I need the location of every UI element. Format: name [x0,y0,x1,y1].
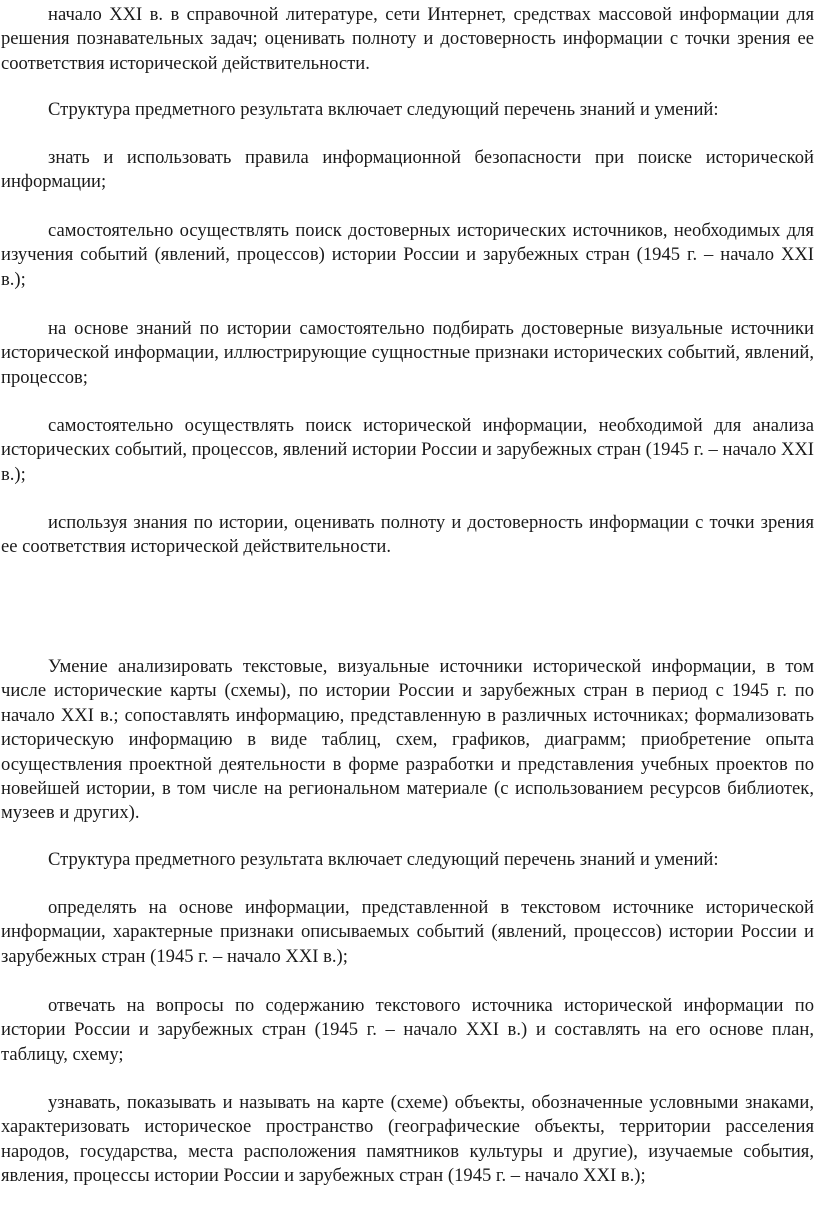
paragraph-structure-intro: Структура предметного результата включает следующий перечень знаний и умений: [48,849,719,870]
paragraph-list-item: знать и использовать правила информационной безопасности при поиске исторической информации; [1,147,814,193]
paragraph-list-item: отвечать на вопросы по содержанию текстового источника исторической информации по истории России и зарубежных стран (1945 г. – начало XXI в.) и составлять на его основе план, таблицу, схему; [1,995,814,1065]
paragraph-list-item: определять на основе информации, представленной в текстовом источнике исторической информации, характерные признаки описываемых событий (явлений, процессов) истории России и зарубежных стран (1945 г. – начало XXI в.); [1,897,814,967]
paragraph-list-item: самостоятельно осуществлять поиск исторической информации, необходимой для анализа исторических событий, процессов, явлений истории России и зарубежных стран (1945 г. – начало XXI в.); [1,415,814,485]
paragraph-structure-intro: Структура предметного результата включает следующий перечень знаний и умений: [48,99,719,120]
paragraph-list-item: на основе знаний по истории самостоятельно подбирать достоверные визуальные источники исторической информации, иллюстрирующие сущностные признаки исторических событий, явлений, процессов; [1,318,814,388]
paragraph-skill-description: Умение анализировать текстовые, визуальные источники исторической информации, в том числе исторические карты (схемы), по истории России и зарубежных стран в период с 1945 г. по начало XXI в.; сопоставлять информацию, представленную в различных источниках; формализовать историческую информацию в виде таблиц, схем, графиков, диаграмм; приобретение опыта осуществления проектной деятельности в форме разработки и представления учебных проектов по новейшей истории, в том числе на региональном материале (с использованием ресурсов библиотек, музеев и других). [1,656,814,824]
paragraph-list-item: узнавать, показывать и называть на карте (схеме) объекты, обозначенные условными знаками, характеризовать историческое пространство (географические объекты, территории расселения народов, государства, места расположения памятников культуры и другие), изучаемые события, явления, процессы истории России и зарубежных стран (1945 г. – начало XXI в.); [1,1092,814,1187]
paragraph-list-item: используя знания по истории, оценивать полноту и достоверность информации с точки зрения ее соответствия исторической действительности. [1,512,814,558]
paragraph-continuation: начало XXI в. в справочной литературе, сети Интернет, средствах массовой информации для решения познавательных задач; оценивать полноту и достоверность информации с точки зрения ее соответствия исторической действительности. [1,4,814,74]
paragraph-list-item: самостоятельно осуществлять поиск достоверных исторических источников, необходимых для изучения событий (явлений, процессов) истории России и зарубежных стран (1945 г. – начало XXI в.); [1,220,814,290]
